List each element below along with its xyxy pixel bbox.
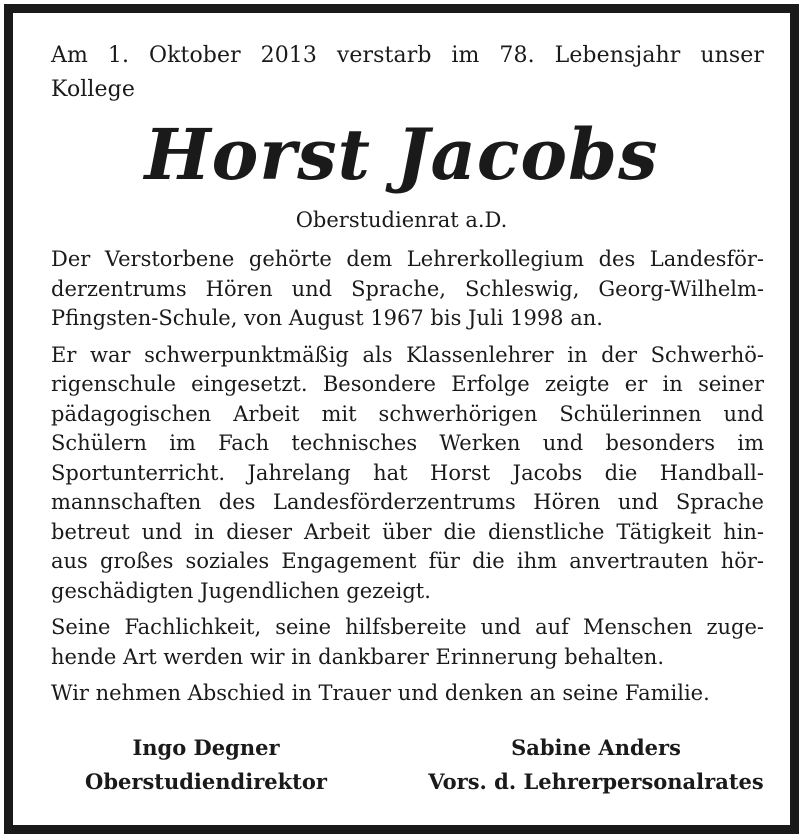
text-line-content: rigenschule eingesetzt. Besondere Erfolge zeigte er in seiner [51,372,764,396]
text-line [51,488,764,518]
text-line-content: Pfingsten-Schule, von August 1967 bis Juli 1998 an. [51,306,603,330]
text-line [51,370,764,400]
signatory-name: Ingo Degner [132,735,280,760]
intro-line-1 [51,39,764,73]
text-line-content: hende Art werden wir in dankbarer Erinnerung behalten. [51,644,664,669]
signatory-right [411,731,781,799]
deceased-title: Oberstudienrat a.D. [295,208,508,232]
deceased-name: Horst Jacobs [144,113,659,196]
text-line [51,518,764,548]
text-line-content: pädagogischen Arbeit mit schwerhörigen Schülerinnen und [51,401,764,426]
text-line-content: geschädigten Jugendlichen gezeigt. [51,578,431,603]
text-line-content: Er war schwerpunktmäßig als Klassenlehrer in der Schwerhö- [51,342,764,367]
text-line [51,679,764,709]
text-line-content: Sportunterricht. Jahrelang hat Horst Jacobs die Handball- [51,460,764,485]
text-line [51,613,764,643]
signatory-role: Oberstudiendirektor [85,769,327,794]
text-line [51,275,764,305]
text-line [51,429,764,459]
text-line [51,245,764,275]
text-line [51,577,764,607]
signatory-left [61,731,351,799]
text-line [51,547,764,577]
paragraph-4 [51,679,764,709]
text-line-content: betreut und in dieser Arbeit über die dienstliche Tätigkeit hin- [51,519,764,544]
intro-line-2: Kollege [51,77,135,102]
text-line [51,341,764,371]
paragraph-1 [51,245,764,334]
text-line-content: mannschaften des Landesförderzentrums Hören und Sprache [51,490,764,514]
paragraph-3 [51,613,764,672]
intro-text [51,39,764,107]
signatory-role: Vors. d. Lehrerpersonalrates [428,769,764,794]
text-line-content: aus großes soziales Engagement für die ihm anvertrauten hör- [51,549,764,573]
intro-line-1-text: Am 1. Oktober 2013 verstarb im 78. Lebensjahr unser [51,43,764,68]
text-line [51,459,764,489]
text-line-content: Schülern im Fach technisches Werken und besonders im [51,431,764,455]
obituary-notice [4,4,799,834]
obituary-body [51,245,764,716]
signatory-name: Sabine Anders [511,735,681,760]
text-line-content: derzentrums Hören und Sprache, Schleswig, Georg-Wilhelm- [51,276,764,301]
text-line [51,400,764,430]
text-line-content: Der Verstorbene gehörte dem Lehrerkollegium des Landesför- [51,247,764,271]
text-line [51,304,764,334]
paragraph-2 [51,341,764,607]
text-line-content: Wir nehmen Abschied in Trauer und denken an seine Familie. [51,681,710,705]
text-line [51,643,764,673]
text-line-content: Seine Fachlichkeit, seine hilfsbereite und auf Menschen zuge- [51,615,764,639]
